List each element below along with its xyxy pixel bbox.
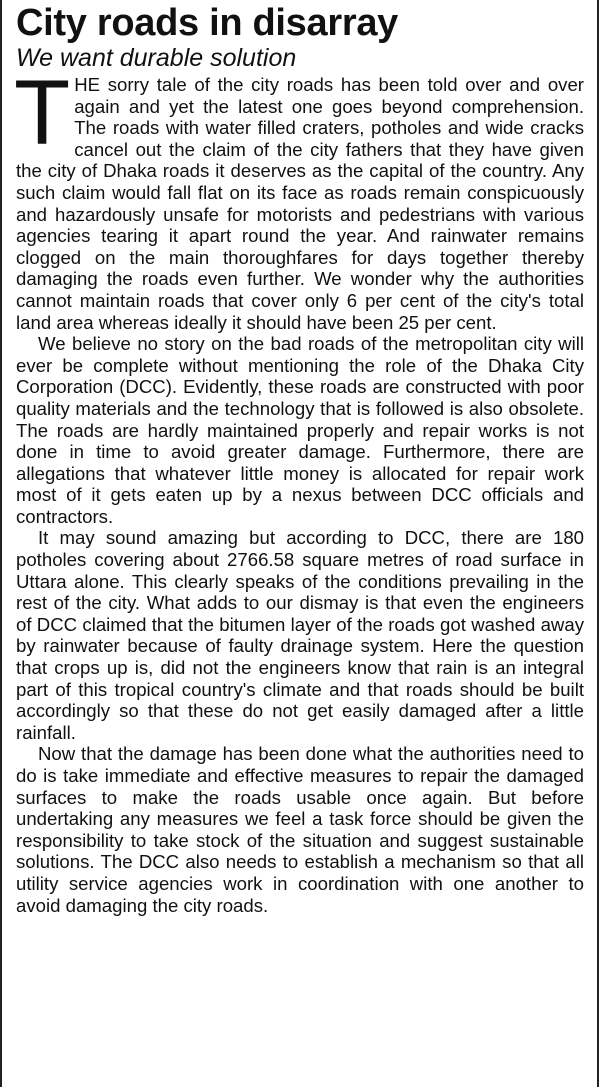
paragraph-1 — [14, 62, 584, 333]
paragraph-3: It may sound amazing but according to DCC, there are 180 potholes covering about 2766.58 square metres of road surface in Uttara alone. This clearly speaks of the conditions prevailing in the rest of the city. What adds to our dismay is that even the engineers of DCC claimed that the bitumen layer of the roads got washed away by rainwater because of faulty drainage system. Here the question that crops up is, did not the engineers know that rain is an integral part of this tropical country's climate and that roads should be built accordingly so that these do not get easily damaged after a little rainfall. — [16, 527, 584, 743]
subheadline: We want durable solution — [16, 44, 297, 72]
paragraph-1-text: HE sorry tale of the city roads has been told over and over again and yet the latest one goes beyond comprehension. The roads with water filled craters, potholes and wide cracks cancel out the claim of the city fathers that they have given the city of Dhaka roads it deserves as the capital of the country. Any such claim would fall flat on its face as roads remain conspicuously and hazardously unsafe for motorists and pedestrians with various agencies tearing it apart round the year. And rainwater remains clogged on the main thoroughfares for days together thereby damaging the roads even further. We wonder why the authorities cannot maintain roads that cover only 6 per cent of the city's total land area whereas ideally it should have been 25 per cent. — [16, 74, 584, 333]
paragraph-4: Now that the damage has been done what the authorities need to do is take immediate and effective measures to repair the damaged surfaces to make the roads usable once again. But before undertaking any measures we feel a task force should be given the responsibility to take stock of the situation and suggest sustainable solutions. The DCC also needs to establish a mechanism so that all utility service agencies work in coordination with one another to avoid damaging the city roads. — [16, 743, 584, 916]
drop-cap: T — [14, 62, 71, 164]
headline: City roads in disarray — [16, 2, 398, 44]
editorial-article — [16, 2, 584, 916]
article-body — [14, 62, 584, 916]
paragraph-2: We believe no story on the bad roads of the metropolitan city will ever be complete without mentioning the role of the Dhaka City Corporation (DCC). Evidently, these roads are constructed with poor quality materials and the technology that is followed is also obsolete. The roads are hardly maintained properly and repair works is not done in time to avoid greater damage. Furthermore, there are allegations that whatever little money is allocated for repair work most of it gets eaten up by a nexus between DCC officials and contractors. — [16, 333, 584, 527]
